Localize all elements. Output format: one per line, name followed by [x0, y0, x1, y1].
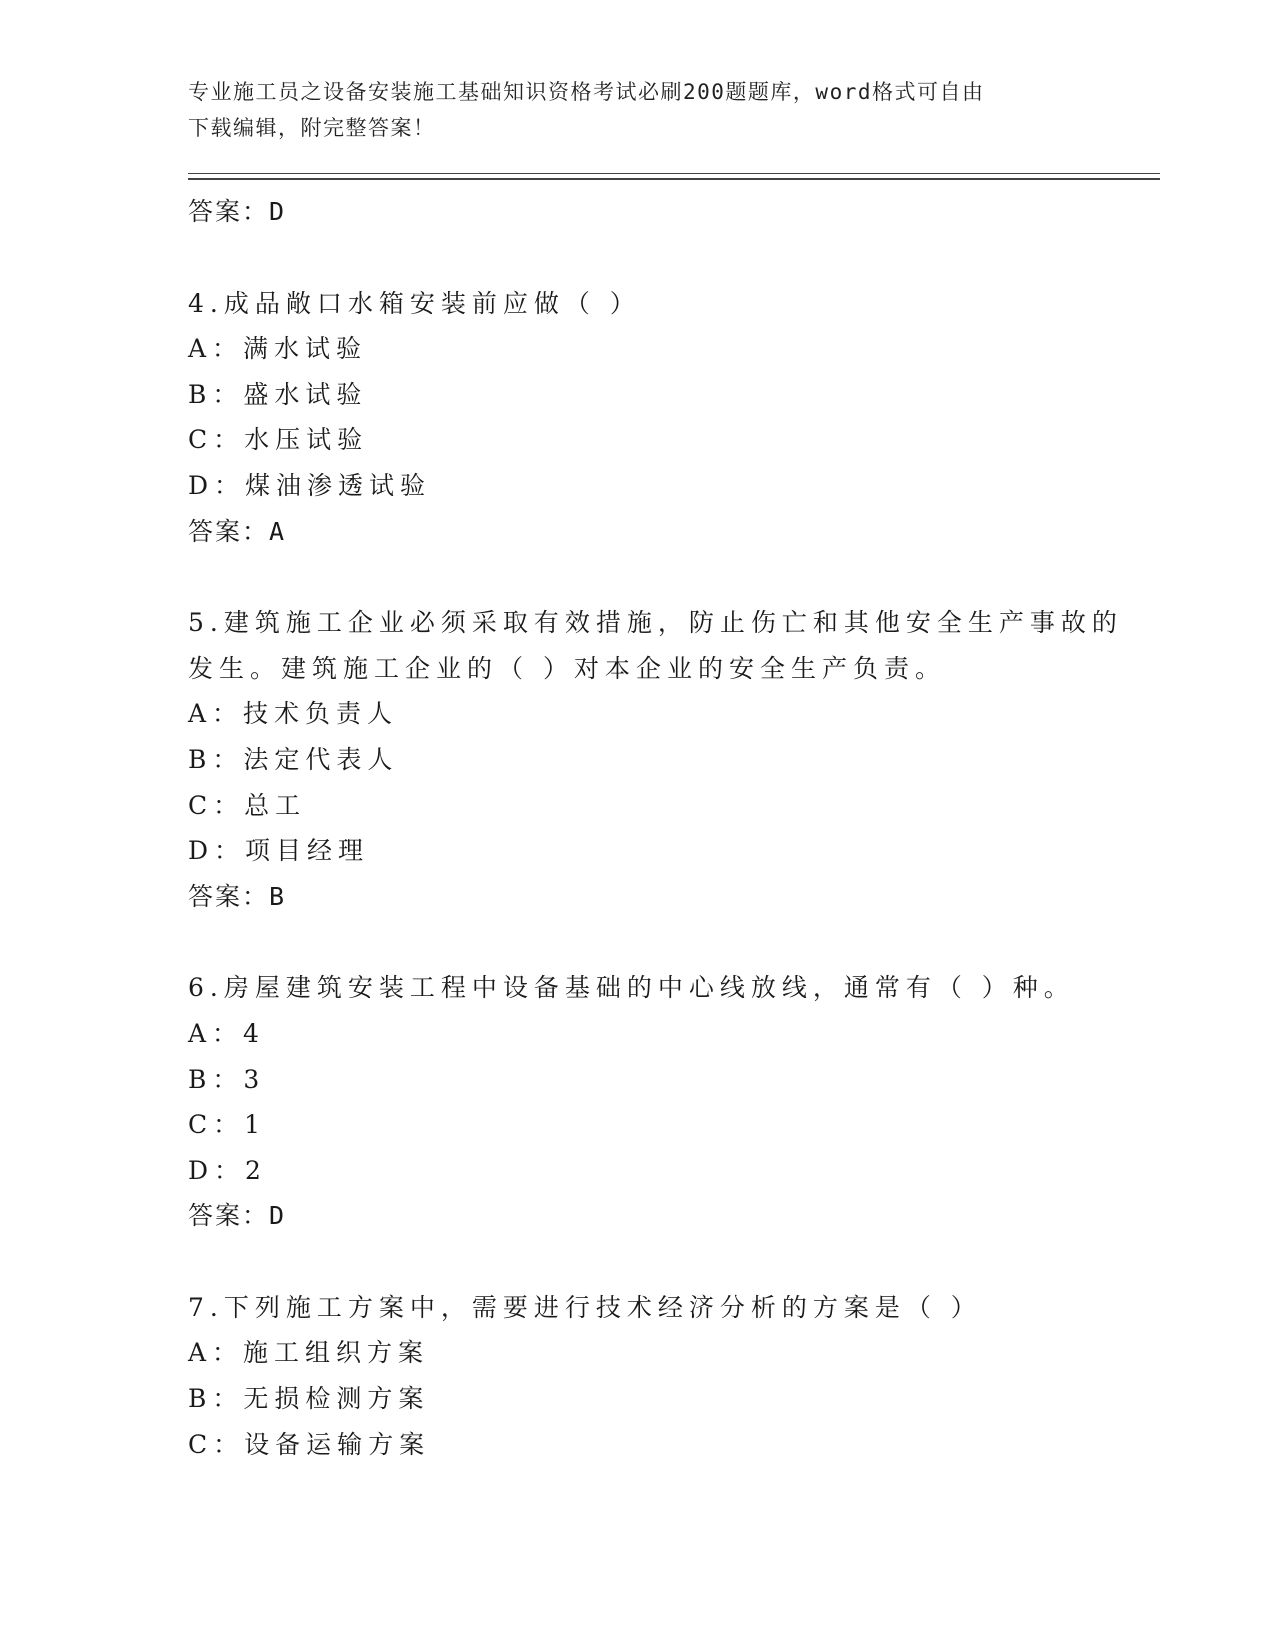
option-c: C：水压试验	[188, 425, 369, 455]
option-d: D：2	[188, 1155, 267, 1185]
option-a: A：满水试验	[188, 334, 368, 364]
question-item	[188, 281, 1088, 555]
question-text: 7.下列施工方案中，需要进行技术经济分析的方案是（ ）	[188, 1292, 982, 1322]
question-text-continued: 发生。建筑施工企业的（ ）对本企业的安全生产负责。	[188, 653, 946, 683]
question-item	[188, 600, 1123, 919]
option-a: A：技术负责人	[188, 699, 399, 729]
spacer	[188, 554, 1088, 600]
option-c: C：设备运输方案	[188, 1429, 431, 1459]
question-text: 4.成品敞口水箱安装前应做（ ）	[188, 288, 641, 318]
answer-line: 答案：A	[188, 516, 287, 546]
spacer	[188, 235, 1088, 281]
answer-line: 答案：B	[188, 881, 287, 911]
header-divider-bottom	[188, 178, 1160, 180]
document-header	[188, 74, 1088, 146]
option-b: B：法定代表人	[188, 744, 399, 774]
option-a: A：4	[188, 1018, 265, 1048]
option-a: A：施工组织方案	[188, 1338, 430, 1368]
answer-line: 答案：D	[188, 197, 287, 226]
question-text: 6.房屋建筑安装工程中设备基础的中心线放线，通常有（ ）种。	[188, 973, 1075, 1003]
option-c: C：1	[188, 1110, 267, 1140]
question-item	[188, 1285, 1088, 1467]
spacer	[188, 919, 1088, 965]
spacer	[188, 1239, 1088, 1285]
option-b: B：无损检测方案	[188, 1384, 430, 1414]
question-text: 5.建筑施工企业必须采取有效措施，防止伤亡和其他安全生产事故的	[188, 608, 1123, 638]
option-d: D：煤油渗透试验	[188, 470, 432, 500]
header-line-1: 专业施工员之设备安装施工基础知识资格考试必刷200题题库，word格式可自由	[188, 80, 985, 104]
header-divider-top	[188, 173, 1160, 174]
option-d: D：项目经理	[188, 836, 370, 866]
question-item	[188, 965, 1088, 1239]
header-line-2: 下载编辑，附完整答案！	[188, 116, 436, 140]
option-b: B：盛水试验	[188, 379, 368, 409]
answer-line: 答案：D	[188, 1201, 287, 1231]
option-b: B：3	[188, 1064, 266, 1094]
question-list	[188, 189, 1123, 1467]
option-c: C：总工	[188, 790, 307, 820]
